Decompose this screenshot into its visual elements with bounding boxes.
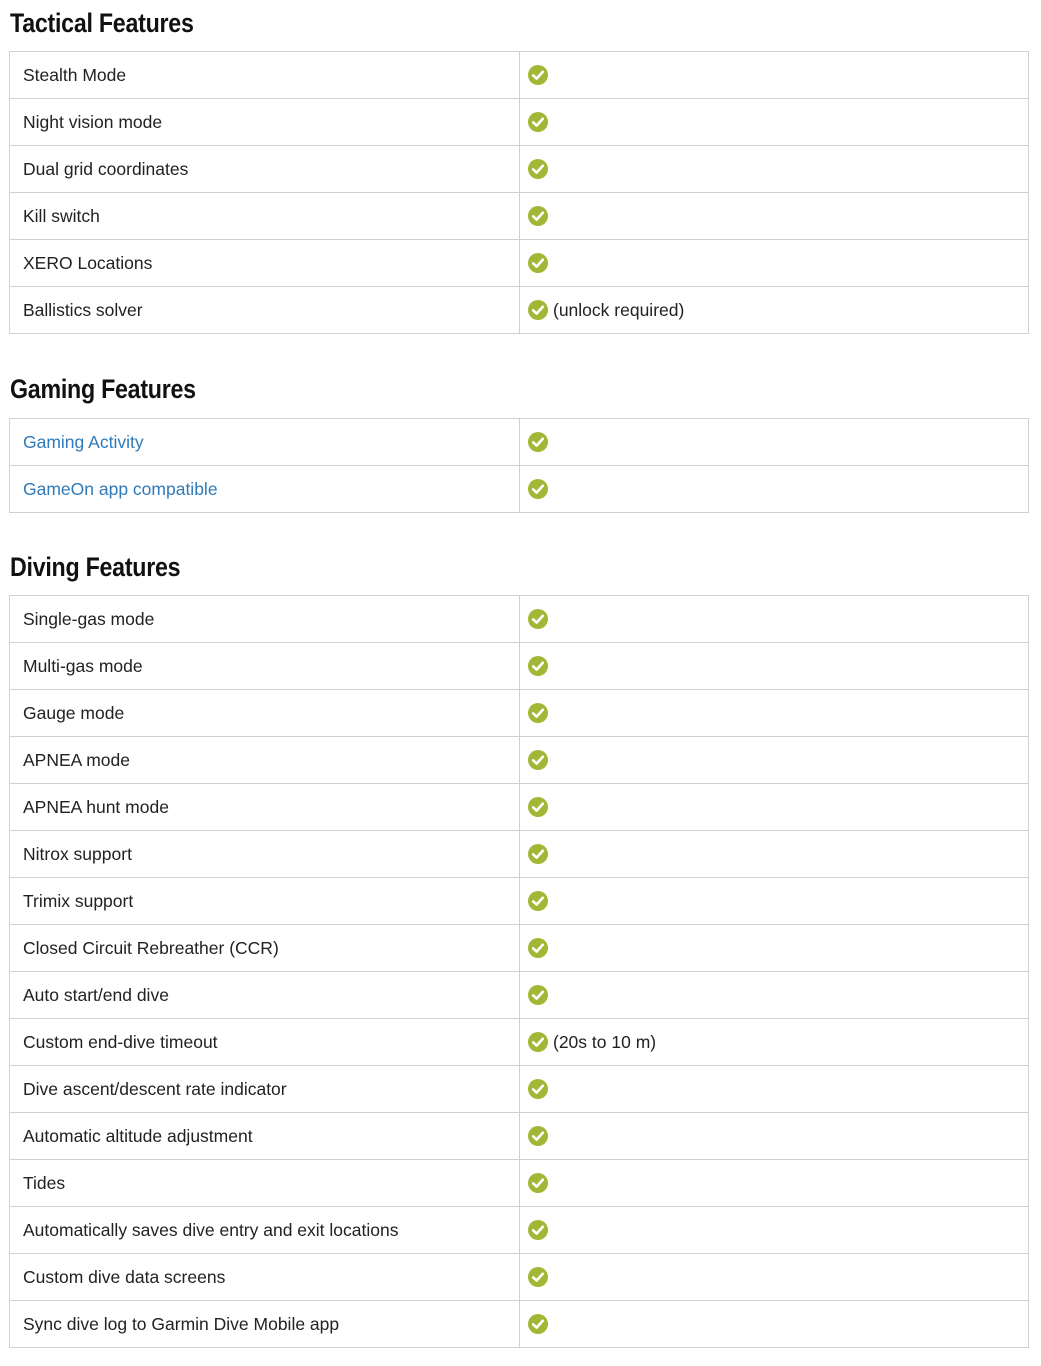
feature-label: Tides [23,1172,66,1193]
feature-name-cell [10,831,520,878]
support-value [528,1173,1028,1193]
feature-name-cell [10,1254,520,1301]
checkmark-icon [528,253,548,273]
support-value [528,1126,1028,1146]
feature-support-cell [520,643,1029,690]
table-row [10,878,1029,925]
section-title-diving: Diving Features [10,552,181,582]
feature-name-cell [10,1301,520,1348]
table-row [10,737,1029,784]
support-value [528,656,1028,676]
feature-name-cell [10,146,520,193]
table-row [10,1019,1029,1066]
feature-label: Trimix support [23,890,134,911]
table-row [10,193,1029,240]
feature-name-cell [10,643,520,690]
support-value [528,112,1028,132]
support-value [528,65,1028,85]
feature-support-cell [520,784,1029,831]
table-row [10,99,1029,146]
feature-label: APNEA mode [23,749,130,770]
support-value [528,479,1028,499]
support-value [528,703,1028,723]
checkmark-icon [528,206,548,226]
support-value [528,206,1028,226]
feature-support-cell [520,52,1029,99]
feature-label: Custom dive data screens [23,1266,226,1287]
feature-label: Closed Circuit Rebreather (CCR) [23,937,279,958]
table-row [10,419,1029,466]
feature-name-cell [10,972,520,1019]
feature-support-cell [520,1160,1029,1207]
feature-support-cell [520,193,1029,240]
checkmark-icon [528,1126,548,1146]
diving-features-table [9,595,1029,1348]
checkmark-icon [528,1032,548,1052]
checkmark-icon [528,797,548,817]
feature-support-cell [520,1113,1029,1160]
checkmark-icon [528,656,548,676]
table-row [10,784,1029,831]
checkmark-icon [528,432,548,452]
support-value [528,750,1028,770]
support-value [528,891,1028,911]
checkmark-icon [528,985,548,1005]
section-title-tactical: Tactical Features [10,8,194,38]
feature-support-cell [520,878,1029,925]
checkmark-icon [528,938,548,958]
feature-label: Night vision mode [23,111,163,132]
checkmark-icon [528,844,548,864]
feature-label: Auto start/end dive [23,984,169,1005]
feature-link[interactable]: GameOn app compatible [23,478,218,499]
feature-label: Custom end-dive timeout [23,1031,218,1052]
checkmark-icon [528,479,548,499]
feature-support-cell [520,1301,1029,1348]
feature-support-cell [520,1019,1029,1066]
feature-label: Automatic altitude adjustment [23,1125,253,1146]
table-row [10,925,1029,972]
feature-support-cell [520,596,1029,643]
feature-name-cell [10,784,520,831]
checkmark-icon [528,609,548,629]
support-value [528,844,1028,864]
feature-name-cell [10,878,520,925]
support-note: (unlock required) [553,299,685,320]
feature-name-cell [10,596,520,643]
feature-label: APNEA hunt mode [23,796,169,817]
support-value [528,985,1028,1005]
feature-support-cell [520,466,1029,513]
feature-label: Multi-gas mode [23,655,143,676]
feature-name-cell [10,1066,520,1113]
table-row [10,1066,1029,1113]
feature-support-cell [520,1066,1029,1113]
feature-name-cell [10,737,520,784]
support-value [528,253,1028,273]
support-value [528,159,1028,179]
gaming-features-table [9,418,1029,513]
table-row [10,287,1029,334]
checkmark-icon [528,1173,548,1193]
feature-support-cell [520,419,1029,466]
feature-support-cell [520,1207,1029,1254]
support-value [528,1267,1028,1287]
feature-label: Dual grid coordinates [23,158,189,179]
checkmark-icon [528,1079,548,1099]
checkmark-icon [528,112,548,132]
checkmark-icon [528,65,548,85]
support-value [528,1032,1028,1053]
feature-label: Nitrox support [23,843,132,864]
support-value [528,609,1028,629]
table-row [10,643,1029,690]
feature-name-cell [10,193,520,240]
feature-name-cell [10,419,520,466]
support-note: (20s to 10 m) [553,1031,657,1052]
checkmark-icon [528,1267,548,1287]
feature-name-cell [10,466,520,513]
checkmark-icon [528,750,548,770]
support-value [528,300,1028,321]
table-row [10,1113,1029,1160]
feature-name-cell [10,1160,520,1207]
feature-support-cell [520,690,1029,737]
feature-label: Ballistics solver [23,299,143,320]
table-row [10,52,1029,99]
table-row [10,1301,1029,1348]
support-value [528,797,1028,817]
feature-name-cell [10,1113,520,1160]
feature-label: Dive ascent/descent rate indicator [23,1078,287,1099]
feature-support-cell [520,240,1029,287]
feature-label: Automatically saves dive entry and exit locations [23,1219,399,1240]
table-row [10,596,1029,643]
feature-name-cell [10,1207,520,1254]
support-value [528,1220,1028,1240]
checkmark-icon [528,159,548,179]
table-row [10,1160,1029,1207]
feature-support-cell [520,99,1029,146]
feature-link[interactable]: Gaming Activity [23,431,144,452]
tactical-features-table [9,51,1029,334]
feature-support-cell [520,972,1029,1019]
table-row [10,831,1029,878]
feature-support-cell [520,146,1029,193]
checkmark-icon [528,703,548,723]
checkmark-icon [528,1220,548,1240]
feature-label: Kill switch [23,205,100,226]
feature-name-cell [10,287,520,334]
checkmark-icon [528,891,548,911]
support-value [528,432,1028,452]
support-value [528,938,1028,958]
table-row [10,146,1029,193]
section-title-gaming: Gaming Features [10,374,196,404]
feature-label: Stealth Mode [23,64,127,85]
support-value [528,1314,1028,1334]
feature-name-cell [10,1019,520,1066]
table-row [10,690,1029,737]
checkmark-icon [528,1314,548,1334]
feature-support-cell [520,737,1029,784]
feature-name-cell [10,240,520,287]
feature-label: XERO Locations [23,252,153,273]
feature-name-cell [10,99,520,146]
table-row [10,466,1029,513]
feature-name-cell [10,690,520,737]
feature-name-cell [10,52,520,99]
feature-label: Gauge mode [23,702,125,723]
feature-support-cell [520,831,1029,878]
feature-support-cell [520,925,1029,972]
feature-name-cell [10,925,520,972]
feature-label: Sync dive log to Garmin Dive Mobile app [23,1313,340,1334]
checkmark-icon [528,300,548,320]
feature-support-cell [520,1254,1029,1301]
table-row [10,1254,1029,1301]
table-row [10,240,1029,287]
table-row [10,972,1029,1019]
feature-support-cell [520,287,1029,334]
support-value [528,1079,1028,1099]
table-row [10,1207,1029,1254]
feature-label: Single-gas mode [23,608,155,629]
